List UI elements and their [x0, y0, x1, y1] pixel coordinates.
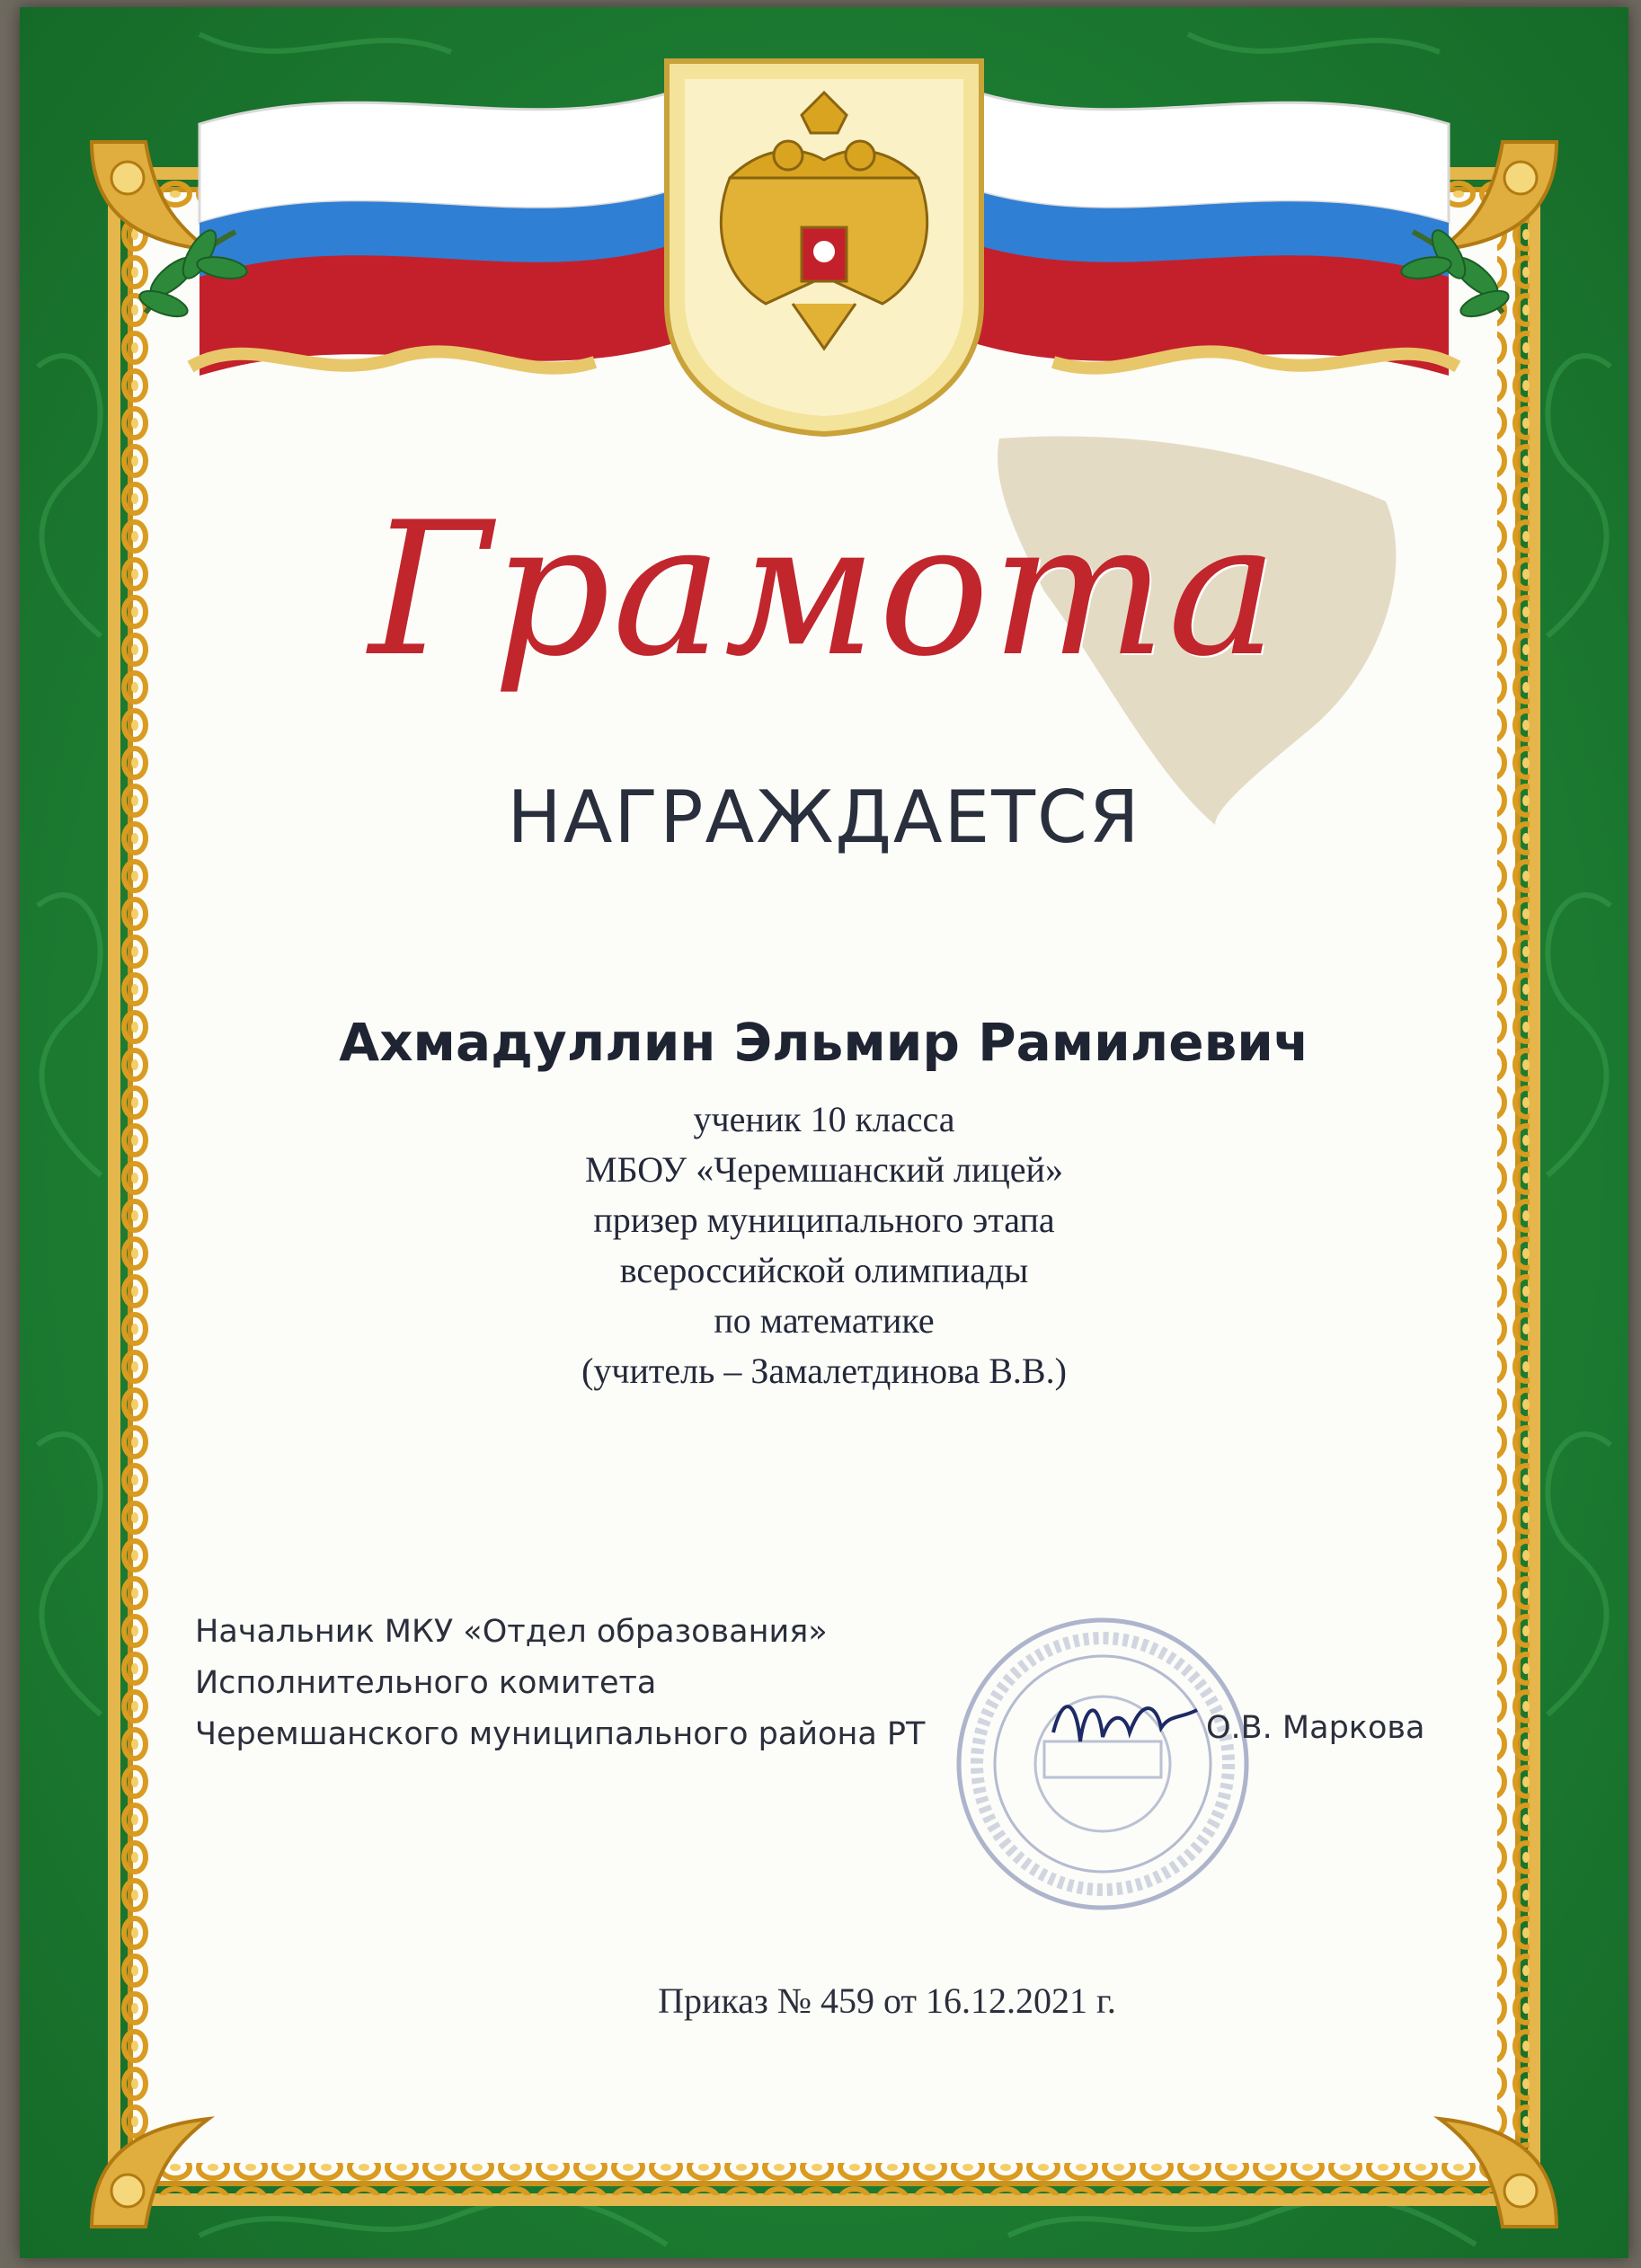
signatory-line-1: Начальник МКУ «Отдел образования»	[195, 1614, 828, 1650]
official-seal-icon	[945, 1607, 1260, 1921]
detail-line-grade: ученик 10 класса	[693, 1099, 955, 1139]
award-heading: НАГРАЖДАЕТСЯ	[507, 775, 1141, 859]
detail-line-olympiad: всероссийской олимпиады	[619, 1250, 1029, 1290]
detail-line-school: МБОУ «Черемшанский лицей»	[585, 1149, 1063, 1190]
recipient-name: Ахмадуллин Эльмир Рамилевич	[339, 1012, 1309, 1073]
certificate-body	[20, 1012, 1628, 1396]
order-reference: Приказ № 459 от 16.12.2021 г.	[658, 1980, 1116, 2021]
certificate-sheet	[20, 7, 1628, 2258]
detail-line-teacher: (учитель – Замалетдинова В.В.)	[581, 1351, 1067, 1391]
signatory-line-3: Черемшанского муниципального района РТ	[195, 1716, 926, 1752]
certificate-title: Грамота	[368, 483, 1280, 697]
signatory-line-2: Исполнительного комитета	[195, 1665, 657, 1701]
bottom-right-corner-ornament-icon	[1422, 2092, 1574, 2245]
detail-line-subject: по математике	[714, 1300, 935, 1341]
signatory-position	[195, 1607, 925, 1760]
handwritten-signature-icon	[1044, 1679, 1206, 1759]
signatory-name: О.В. Маркова	[1206, 1710, 1425, 1746]
bottom-left-corner-ornament-icon	[74, 2092, 226, 2245]
russian-coat-of-arms-icon	[667, 61, 981, 434]
detail-line-award: призер муниципального этапа	[593, 1200, 1055, 1240]
header-flag-and-emblem	[20, 7, 1628, 439]
